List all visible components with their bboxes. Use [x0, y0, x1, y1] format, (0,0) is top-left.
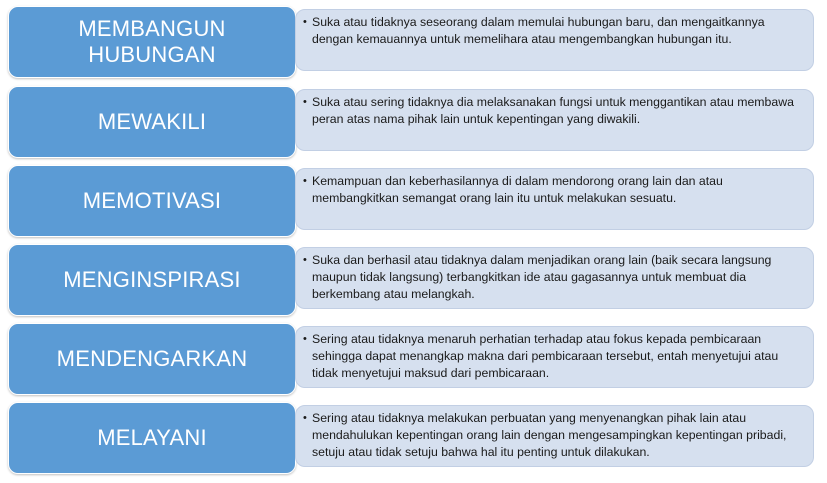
- bullet-icon: •: [303, 412, 307, 424]
- row-menginspirasi: [8, 244, 814, 316]
- label-box: [8, 6, 296, 78]
- row-memotivasi: [8, 165, 814, 237]
- description-box: [295, 168, 814, 230]
- label-box: [8, 402, 296, 474]
- row-membangun-hubungan: [8, 6, 814, 78]
- description-text: Sering atau tidaknya menaruh perhatian terhadap atau fokus kepada pembicaraan sehingga dapat menangkap makna dari pembicaraan tersebut, entah menyetujui atau tidak menyetujui maksud dari pembicaraan.: [312, 332, 779, 380]
- bullet-icon: •: [303, 175, 307, 187]
- row-mewakili: [8, 86, 814, 158]
- description-box: [295, 9, 814, 71]
- description-box: [295, 405, 814, 467]
- label-line: MENGINSPIRASI: [63, 267, 241, 292]
- description-text: Suka atau tidaknya seseorang dalam memulai hubungan baru, dan mengaitkannya dengan kemauannya untuk memelihara atau mengembangkan hubungan itu.: [312, 15, 765, 46]
- label-line: MELAYANI: [97, 425, 207, 450]
- label-line: HUBUNGAN: [88, 42, 216, 67]
- bullet-icon: •: [303, 254, 307, 266]
- description-text: Suka atau sering tidaknya dia melaksanakan fungsi untuk menggantikan atau membawa peran atas nama pihak lain untuk kepentingan yang diwakili.: [312, 95, 794, 126]
- row-melayani: [8, 402, 814, 474]
- label-line: MEWAKILI: [97, 109, 207, 134]
- bullet-icon: •: [303, 16, 307, 28]
- label-box: [8, 165, 296, 237]
- label-line: MENDENGARKAN: [56, 346, 248, 371]
- description-text: Kemampuan dan keberhasilannya di dalam mendorong orang lain dan atau membangkitkan semangat orang lain itu untuk melakukan sesuatu.: [312, 174, 723, 205]
- label-box: [8, 86, 296, 158]
- row-mendengarkan: [8, 323, 814, 395]
- label-line: MEMOTIVASI: [82, 188, 222, 213]
- description-text: Suka dan berhasil atau tidaknya dalam menjadikan orang lain (baik secara langsung maupun tidak langsung) terbangkitkan ide atau gagasannya untuk membuat dia berkembang atau melangkah.: [312, 253, 772, 301]
- description-text: Sering atau tidaknya melakukan perbuatan yang menyenangkan pihak lain atau mendahulukan kepentingan orang lain dengan mengesampingkan kepentingan pribadi, setuju atau tidak setuju bahwa hal itu penting untuk dilakukan.: [312, 411, 787, 459]
- label-box: [8, 323, 296, 395]
- bullet-icon: •: [303, 96, 307, 108]
- description-box: [295, 326, 814, 388]
- label-line: MEMBANGUN: [78, 16, 226, 41]
- description-box: [295, 89, 814, 151]
- label-box: [8, 244, 296, 316]
- description-box: [295, 247, 814, 309]
- bullet-icon: •: [303, 333, 307, 345]
